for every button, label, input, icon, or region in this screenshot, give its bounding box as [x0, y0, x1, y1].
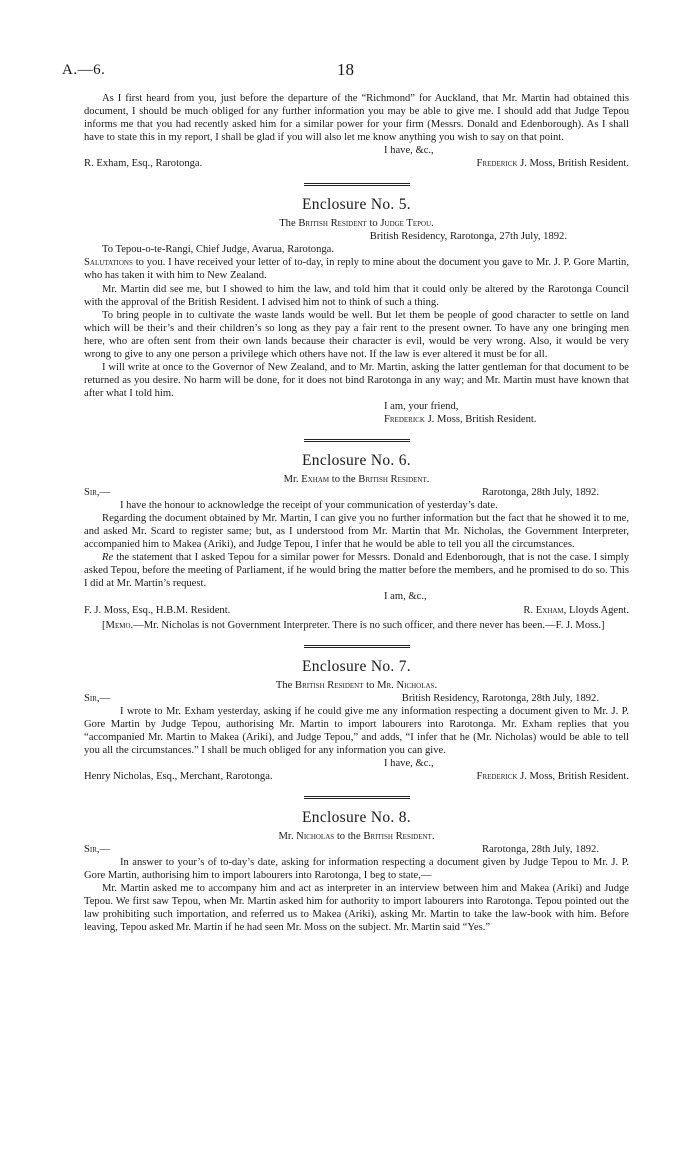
enc6-re: Re [102, 552, 114, 564]
enclosure-7-salutation-row [84, 692, 629, 705]
enclosure-5-title: Enclosure No. 5. [302, 196, 411, 214]
enclosure-6-p1: I have the honour to acknowledge the receipt of your communication of yesterday’s date. [120, 500, 498, 512]
enclosure-6-salutation-row [84, 486, 629, 499]
top-signature [477, 157, 629, 170]
enc6-sig-rest: Lloyds Agent. [568, 604, 629, 616]
enc5-sig-rest: J. Moss, British Resident. [427, 413, 537, 425]
enclosure-7-title: Enclosure No. 7. [302, 657, 411, 675]
top-sig-rest: J. Moss, British Resident. [520, 158, 629, 170]
enclosure-6-memo [84, 619, 629, 632]
enclosure-5-p2: Mr. Martin did see me, but I showed to him the law, and told him that it could only be altered by the Rarotonga Council with the approval of the British Resident. I advised him not to think of such a thing. [84, 283, 629, 308]
enclosure-7-subtitle [84, 679, 629, 692]
enc6-memo-text: —Mr. Nicholas is not Government Interpreter. There is no such officer, and there never has been.—F. J. Moss.] [133, 619, 605, 631]
enc5-sub-b: British Resident [298, 218, 367, 230]
enc5-sub-a: The [279, 218, 296, 230]
enclosure-5-to-line: To Tepou-o-te-Rangi, Chief Judge, Avarua, Rarotonga. [102, 244, 335, 256]
enclosure-8-p1: In answer to your’s of to-day’s date, asking for information respecting a document given by Judge Tepou to Mr. J. P. Gore Martin, authorising him to import labourers into Rarotonga, I beg to state,— [84, 857, 629, 882]
enclosure-7-p1: I wrote to Mr. Exham yesterday, asking if he could give me any information respecting a document given to Mr. J. P. Gore Martin by Judge Tepou, authorising Mr. Martin to import labourers into Rarotonga. Mr. Exham replies that you “accompanied Mr. Martin to Makea (Ariki), and Judge Tepou,” and adds, “I infer that he (Mr. Nicholas) would be able to tell you all the circumstances.” I shall be much obliged for any information you can give. [84, 705, 629, 756]
enc8-sub-a: Mr. [278, 830, 294, 842]
enclosure-8-subtitle [84, 830, 629, 843]
enclosure-8-title: Enclosure No. 8. [302, 808, 411, 826]
top-addressee: R. Exham, Esq., Rarotonga. [84, 158, 203, 170]
enclosure-5-closing: I am, your friend, [384, 400, 459, 412]
enc7-sub-a: The [275, 679, 293, 691]
enc7-sig-name: Frederick [476, 770, 518, 782]
enclosure-6-signature-row [84, 604, 629, 617]
enclosure-6-salutation: Sir,— [84, 487, 111, 499]
divider-rule [304, 645, 410, 648]
enclosure-6-signature [523, 604, 629, 617]
enc6-sig-name: Exham, [535, 604, 567, 616]
enc5-sub-c: to [369, 218, 378, 230]
enc5-sub-d: Judge Tepou. [380, 218, 434, 230]
enc6-p3-text: the statement that I asked Tepou for a similar power for Messrs. Donald and Edenborough, that is not the case. I simply asked Tepou, before the meeting of Parliament, if he would bring the matter before the members, and he promised to do so. This I did at Mr. Martin’s request. [84, 552, 629, 590]
enclosure-6-closing: I am, &c., [384, 591, 427, 603]
series-label: A.—6. [62, 62, 106, 78]
enclosure-5-p1 [84, 256, 629, 282]
divider-rule [304, 183, 410, 186]
enc7-sub-b: British Resident [295, 679, 364, 691]
enclosure-8-salutation-row [84, 843, 629, 856]
enclosure-5-signature [84, 413, 629, 426]
divider-rule [304, 796, 410, 799]
enclosure-6-subtitle [84, 473, 629, 486]
top-signature-row [84, 157, 629, 170]
enclosure-5-subtitle [84, 217, 629, 230]
enclosure-8-salutation: Sir,— [84, 844, 111, 856]
enc6-memo-label: [Memo. [102, 619, 134, 631]
enclosure-7-signature [477, 770, 629, 783]
enclosure-7-dateline: British Residency, Rarotonga, 28th July, 1892. [401, 692, 599, 704]
enc8-sub-c: to the [336, 830, 361, 842]
enc6-sub-a: Mr. [283, 474, 299, 486]
enc6-sub-c: to the [331, 474, 356, 486]
enclosure-6-title: Enclosure No. 6. [302, 452, 411, 470]
page-number: 18 [337, 60, 354, 79]
top-paragraph: As I first heard from you, just before the departure of the “Richmond” for Auckland, that Mr. Martin had obtained this document, I should be much obliged for any further information you may be able to give me. I should add that Judge Tepou informs me that you had recently asked him for a similar power for your firm (Messrs. Donald and Edenborough). As I shall have to state this in my report, I shall be glad if you will also let me know anything you wish to say on that point. [84, 93, 629, 144]
enc5-sig-name: Frederick [384, 413, 425, 425]
top-sig-name: Frederick [476, 158, 518, 170]
enclosure-6-addressee: F. J. Moss, Esq., H.B.M. Resident. [84, 604, 231, 616]
enclosure-6-dateline: Rarotonga, 28th July, 1892. [481, 487, 599, 499]
enclosure-5-dateline: British Residency, Rarotonga, 27th July, 1892. [369, 231, 567, 243]
enc5-p1-text: to you. I have received your letter of to-day, in reply to mine about the document you gave to Mr. J. P. Gore Martin, who has taken it with him to New Zealand. [84, 257, 629, 282]
document-body [84, 92, 629, 934]
enclosure-5-p4: I will write at once to the Governor of New Zealand, and to Mr. Martin, asking the latter gentleman for that document to be returned as you desire. No harm will be done, for it does not bind Rarotonga in any way; and Mr. Martin must have known that after what I told him. [84, 361, 629, 399]
enclosure-7-closing: I have, &c., [384, 757, 434, 769]
enclosure-7-signature-row [84, 770, 629, 783]
enclosure-7-salutation: Sir,— [84, 692, 111, 704]
enc5-salutations: Salutations [84, 257, 133, 269]
divider-rule [304, 439, 410, 442]
enc8-sub-d: British Resident. [363, 830, 435, 842]
enclosure-6-p3 [84, 551, 629, 590]
enc7-sub-d: Mr. Nicholas. [377, 679, 438, 691]
enclosure-8-p2: Mr. Martin asked me to accompany him and act as interpreter in an interview between him and Makea (Ariki) and Judge Tepou. We first saw Tepou, when Mr. Martin asked him for authority to import labourers into Rarotonga. Tepou pointed out the law prohibiting such importation, and referred us to Makea (Ariki), asking Mr. Martin to take the law-book with him. Before leaving, Tepou asked Mr. Martin if he had seen Mr. Moss on the subject. Mr. Martin said “Yes.” [84, 883, 629, 934]
enc6-sig-a: R. [523, 604, 534, 616]
enc7-sub-c: to [366, 679, 375, 691]
enclosure-6-p2: Regarding the document obtained by Mr. Martin, I can give you no further information but the fact that he showed it to me, and asked Mr. Scard to register same; but, as I understood from Mr. Martin that Mr. Nicholas, the Government Interpreter, accompanied him to Makea (Ariki), and Judge Tepou, I infer that he would be able to tell you all the circumstances. [84, 513, 629, 551]
enc6-sub-d: British Resident. [358, 474, 430, 486]
enc8-sub-b: Nicholas [296, 830, 335, 842]
enc6-sub-b: Exham [301, 474, 330, 486]
enclosure-8-dateline: Rarotonga, 28th July, 1892. [481, 844, 599, 856]
top-closing: I have, &c., [384, 145, 434, 157]
enc7-sig-rest: J. Moss, British Resident. [520, 770, 629, 782]
enclosure-7-addressee: Henry Nicholas, Esq., Merchant, Rarotonga. [84, 770, 273, 782]
enclosure-5-p3: To bring people in to cultivate the waste lands would be well. But let them be people of good character to settle on land which will be their’s and their children’s so long as they pay a fair rent to the present owner. To have any one bringing men here, who are often sent from their own lands because their character is evil, would be very wrong. Also, it would be very wrong to give to any one person a privilege which others have not. If the law is ever altered it must be for all. [84, 309, 629, 360]
